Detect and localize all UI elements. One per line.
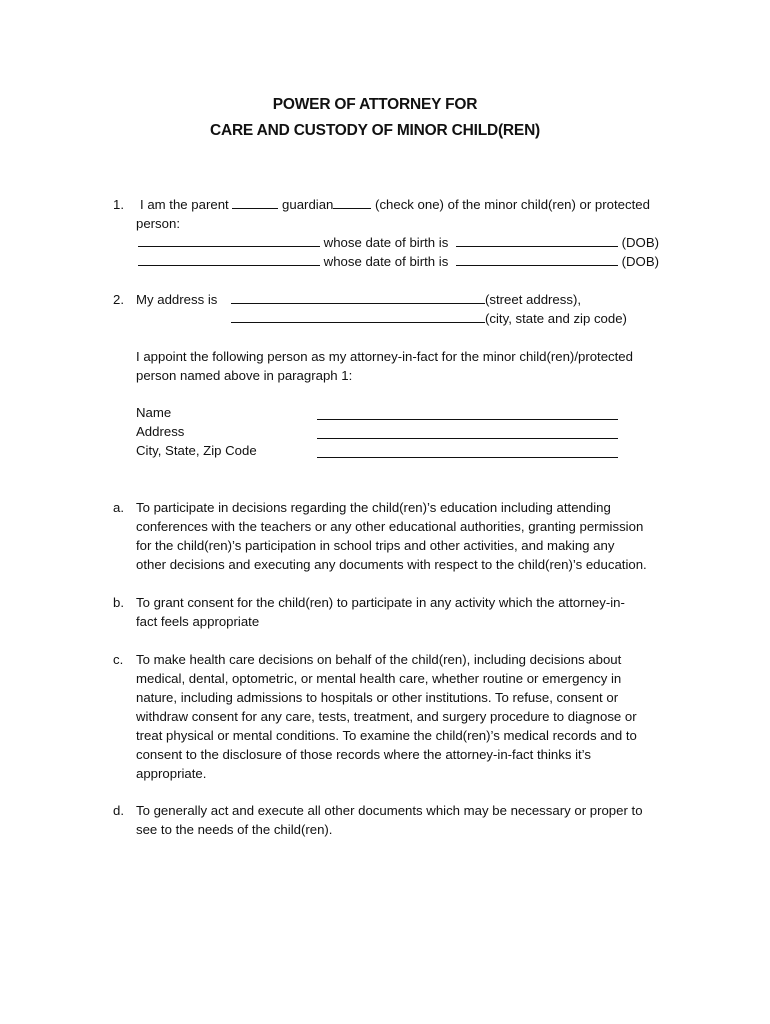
power-c-line: appropriate. xyxy=(136,766,207,781)
attorney-name-field[interactable] xyxy=(317,419,618,420)
city-row xyxy=(231,309,627,328)
attorney-city-field[interactable] xyxy=(317,457,618,458)
item-1-line-1 xyxy=(140,195,650,214)
attorney-address-label: Address xyxy=(136,424,185,439)
power-c-line: nature, including admissions to hospitals or other institutions. To refuse, consent or xyxy=(136,690,619,705)
dob-suffix-2: (DOB) xyxy=(621,254,660,269)
power-c-line: treat physical or mental conditions. To examine the child(ren)’s medical records and to xyxy=(136,728,637,743)
power-d-line: To generally act and execute all other documents which may be necessary or proper to xyxy=(136,803,643,818)
child-dob-field-1[interactable] xyxy=(456,233,618,247)
child-row-2 xyxy=(138,252,659,271)
power-a-line: for the child(ren)’s participation in school trips and other activities, and making any xyxy=(136,538,615,553)
child-name-field-1[interactable] xyxy=(138,233,320,247)
power-c-line: withdraw consent for any care, tests, treatment, and surgery procedure to diagnose or xyxy=(136,709,637,724)
parent-check-blank[interactable] xyxy=(232,195,278,209)
power-b-letter: b. xyxy=(113,595,124,610)
document-title-line-1: POWER OF ATTORNEY FOR xyxy=(272,96,478,113)
address-label: My address is xyxy=(136,292,218,307)
attorney-name-label: Name xyxy=(136,405,172,420)
street-address-field[interactable] xyxy=(231,290,485,304)
street-suffix: (street address), xyxy=(485,292,582,307)
power-a-letter: a. xyxy=(113,500,124,515)
document-title-line-2: CARE AND CUSTODY OF MINOR CHILD(REN) xyxy=(209,122,541,139)
appoint-line-2: person named above in paragraph 1: xyxy=(136,368,353,383)
power-a-line: conferences with the teachers or any other educational authorities, granting permission xyxy=(136,519,644,534)
parent-label: I am the parent xyxy=(140,197,229,212)
child-dob-field-2[interactable] xyxy=(456,252,618,266)
item-1-person-label: person: xyxy=(136,216,180,231)
child-row-1 xyxy=(138,233,659,252)
power-a-line: other decisions and executing any documents with respect to the child(ren)’s education. xyxy=(136,557,647,572)
dob-label-2: whose date of birth is xyxy=(323,254,449,269)
power-b-line: To grant consent for the child(ren) to participate in any activity which the attorney-in- xyxy=(136,595,625,610)
power-b-line: fact feels appropriate xyxy=(136,614,260,629)
guardian-label: guardian xyxy=(282,197,334,212)
power-a-line: To participate in decisions regarding the child(ren)’s education including attending xyxy=(136,500,611,515)
child-name-field-2[interactable] xyxy=(138,252,320,266)
item-2-number: 2. xyxy=(113,292,124,307)
power-c-line: consent to the disclosure of those records where the attorney-in-fact thinks it’s xyxy=(136,747,591,762)
power-d-letter: d. xyxy=(113,803,124,818)
power-d-line: see to the needs of the child(ren). xyxy=(136,822,333,837)
city-state-zip-field[interactable] xyxy=(231,309,485,323)
item-1-number: 1. xyxy=(113,197,124,212)
dob-label-1: whose date of birth is xyxy=(323,235,449,250)
attorney-city-label: City, State, Zip Code xyxy=(136,443,257,458)
dob-suffix-1: (DOB) xyxy=(621,235,660,250)
guardian-check-blank[interactable] xyxy=(333,195,371,209)
power-c-line: medical, dental, optometric, or mental health care, whether routine or emergency in xyxy=(136,671,622,686)
power-c-letter: c. xyxy=(113,652,124,667)
appoint-line-1: I appoint the following person as my attorney-in-fact for the minor child(ren)/protected xyxy=(136,349,633,364)
street-row xyxy=(231,290,581,309)
power-c-line: To make health care decisions on behalf of the child(ren), including decisions about xyxy=(136,652,622,667)
city-suffix: (city, state and zip code) xyxy=(485,311,627,326)
check-one-text: (check one) of the minor child(ren) or protected xyxy=(375,197,650,212)
attorney-address-field[interactable] xyxy=(317,438,618,439)
